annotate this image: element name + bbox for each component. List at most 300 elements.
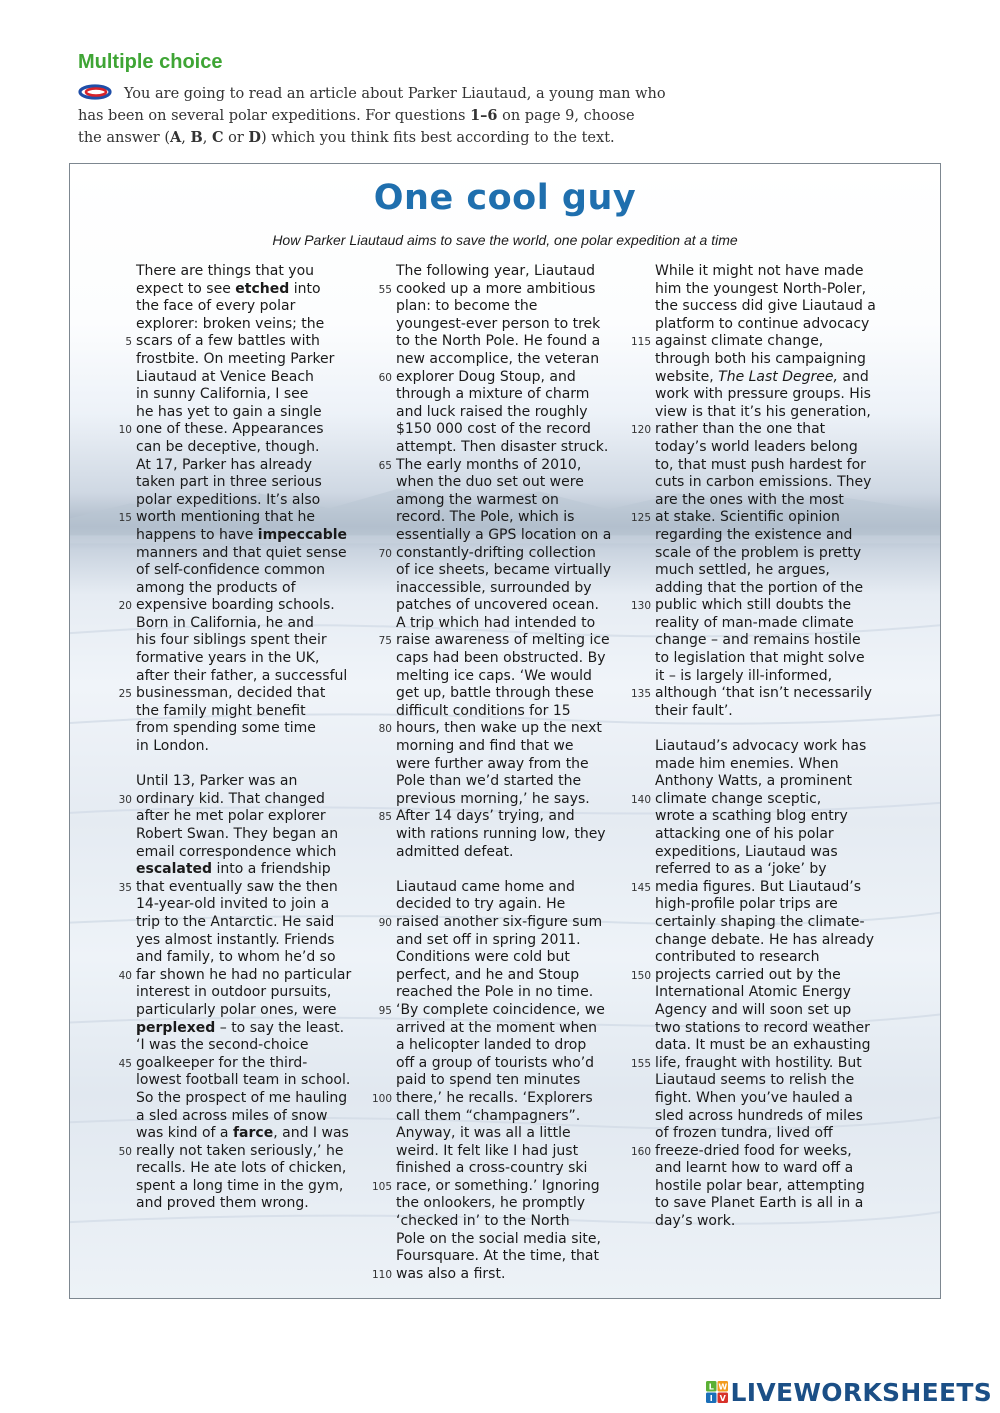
text-line	[396, 439, 626, 457]
text-segment: expect to see	[136, 280, 236, 297]
text-line	[396, 421, 626, 439]
text-line	[378, 544, 626, 563]
text-line	[396, 703, 626, 721]
line-number: 40	[118, 969, 132, 982]
logo-text: LIVEWORKSHEETS	[730, 1377, 992, 1407]
text-line	[396, 527, 626, 545]
text-line	[396, 1143, 626, 1161]
text-segment: and luck raised the roughly	[396, 403, 588, 420]
text-line	[136, 1072, 366, 1090]
text-line	[655, 263, 895, 281]
text-segment: after he met polar explorer	[136, 808, 326, 825]
text-segment: ‘By complete coincidence, we	[396, 1001, 605, 1018]
text-segment: paid to spend ten minutes	[396, 1072, 581, 1089]
text-line	[136, 1108, 366, 1126]
text-segment: Anyway, it was all a little	[396, 1125, 571, 1142]
text-line	[136, 632, 366, 650]
text-segment: attacking one of his polar	[655, 826, 834, 842]
line-number: 130	[630, 600, 651, 613]
instructions-line-3	[78, 127, 678, 149]
text-segment: work with pressure groups. His	[655, 386, 871, 403]
text-segment: sled across hundreds of miles	[655, 1107, 863, 1124]
text-line	[655, 369, 895, 387]
text-segment: hours, then wake up the next	[396, 720, 602, 737]
text-segment: projects carried out by the	[655, 966, 841, 983]
text-segment: email correspondence which	[136, 843, 337, 860]
text-line	[396, 474, 626, 492]
text-line	[378, 368, 626, 387]
text-line	[396, 615, 626, 633]
line-number: 75	[378, 635, 392, 648]
text-segment: 14-year-old invited to join a	[136, 896, 330, 913]
text-line	[655, 457, 895, 475]
text-line	[136, 773, 366, 791]
text-segment: Robert Swan. They began an	[136, 826, 339, 842]
text-segment: yes almost instantly. Friends	[136, 931, 335, 948]
text-line	[655, 1213, 895, 1231]
text-segment: ‘I was the second-choice	[136, 1037, 309, 1054]
article-column-1	[118, 263, 366, 1213]
text-line	[371, 1089, 626, 1108]
line-number: 135	[630, 688, 651, 701]
line-number: 95	[378, 1004, 392, 1017]
text-line	[396, 685, 626, 703]
text-segment: plan: to become the	[396, 298, 538, 315]
text-segment: Conditions were cold but	[396, 949, 570, 966]
instructions-text-2c: on page 9, choose	[497, 108, 635, 124]
text-segment: change debate. He has already	[655, 931, 875, 948]
text-segment: hostile polar bear, attempting	[655, 1177, 865, 1194]
instructions-line-1	[78, 83, 678, 105]
text-segment: explorer: broken veins; the	[136, 315, 325, 332]
text-line	[396, 826, 626, 844]
text-segment: into a friendship	[212, 861, 331, 878]
text-line	[396, 298, 626, 316]
text-line	[655, 826, 895, 844]
text-segment: off a group of tourists who’d	[396, 1054, 595, 1071]
text-line	[655, 281, 895, 299]
text-line	[378, 280, 626, 299]
text-line	[396, 386, 626, 404]
text-segment: rather than the one that	[655, 421, 826, 438]
text-segment: against climate change,	[655, 333, 824, 350]
text-line	[396, 896, 626, 914]
text-line	[655, 298, 895, 316]
text-segment: referred to as a ‘joke’ by	[655, 861, 827, 878]
text-segment: were further away from the	[396, 755, 589, 772]
text-segment: their fault’.	[655, 702, 733, 719]
line-number: 115	[630, 336, 651, 349]
text-segment: with rations running low, they	[396, 826, 606, 842]
paragraph-gap	[136, 756, 366, 774]
text-segment: Liautaud at Venice Beach	[136, 368, 314, 385]
text-line	[396, 967, 626, 985]
text-segment: data. It must be an exhausting	[655, 1037, 871, 1054]
instructions-text-3c: ,	[181, 130, 191, 146]
text-segment: After 14 days’ trying, and	[396, 808, 575, 825]
text-line	[396, 1020, 626, 1038]
text-segment: ordinary kid. That changed	[136, 790, 325, 807]
text-line	[396, 844, 626, 862]
text-segment: there,’ he recalls. ‘Explorers	[396, 1089, 593, 1106]
text-line	[655, 1195, 895, 1213]
text-segment: the family might benefit	[136, 702, 306, 719]
text-line	[655, 562, 895, 580]
text-line	[378, 720, 626, 738]
line-number: 20	[118, 600, 132, 613]
text-line	[396, 1231, 626, 1249]
text-segment: the face of every polar	[136, 298, 296, 315]
instructions-text-3i: ) which you think fits best according to the text.	[260, 130, 615, 146]
text-segment: perfect, and he and Stoup	[396, 966, 580, 983]
text-segment: after their father, a successful	[136, 667, 348, 684]
text-segment: one of these. Appearances	[136, 421, 324, 438]
text-segment: regarding the existence and	[655, 526, 853, 543]
text-segment: lowest football team in school.	[136, 1072, 351, 1089]
text-line	[655, 1090, 895, 1108]
text-line	[136, 474, 366, 492]
text-line	[655, 896, 895, 914]
highlighted-vocabulary-word: impeccable	[257, 526, 348, 543]
text-segment: among the products of	[136, 579, 296, 596]
text-segment: was kind of a	[136, 1125, 233, 1142]
text-line	[378, 808, 626, 826]
text-line	[655, 1020, 895, 1038]
text-line	[396, 773, 626, 791]
text-line	[655, 492, 895, 510]
text-segment: patches of uncovered ocean.	[396, 597, 599, 614]
task-type-icon	[78, 84, 114, 100]
text-segment: although ‘that isn’t necessarily	[655, 685, 873, 702]
text-line	[655, 527, 895, 545]
italic-title: The Last Degree,	[718, 368, 838, 385]
text-segment: and learnt how to ward off a	[655, 1160, 854, 1177]
text-segment: trip to the Antarctic. He said	[136, 913, 335, 930]
text-line	[396, 509, 626, 527]
text-segment: interest in outdoor pursuits,	[136, 984, 332, 1001]
text-line	[655, 404, 895, 422]
text-line	[396, 316, 626, 334]
text-segment: through both his campaigning	[655, 350, 866, 367]
text-segment: of ice sheets, became virtually	[396, 562, 612, 579]
text-segment: A trip which had intended to	[396, 614, 596, 631]
text-segment: and family, to whom he’d so	[136, 949, 336, 966]
text-segment: record. The Pole, which is	[396, 509, 575, 526]
text-line	[396, 1248, 626, 1266]
line-number: 105	[371, 1180, 392, 1193]
text-line	[655, 1037, 895, 1055]
text-line	[396, 1055, 626, 1073]
text-line	[136, 896, 366, 914]
text-segment: Anthony Watts, a prominent	[655, 773, 852, 790]
paragraph-gap	[396, 861, 626, 879]
line-number: 55	[378, 283, 392, 296]
text-line	[396, 597, 626, 615]
text-segment: can be deceptive, though.	[136, 438, 320, 455]
instructions-line-2	[78, 105, 678, 127]
text-segment: caps had been obstructed. By	[396, 650, 606, 667]
text-segment: scars of a few battles with	[136, 333, 320, 350]
line-number: 65	[378, 459, 392, 472]
text-line	[118, 790, 366, 809]
logo-tiles-icon	[706, 1381, 728, 1403]
text-segment: There are things that you	[136, 263, 315, 279]
text-segment: Pole on the social media site,	[396, 1230, 601, 1247]
highlighted-vocabulary-word: perplexed	[136, 1019, 216, 1036]
text-line	[378, 1001, 626, 1020]
line-number: 50	[118, 1145, 132, 1158]
text-line	[118, 1054, 366, 1073]
option-a-letter: A	[169, 129, 182, 146]
text-segment: was also a first.	[396, 1265, 506, 1282]
text-segment: ‘checked in’ to the North	[396, 1213, 570, 1230]
text-segment: are the ones with the most	[655, 491, 844, 508]
text-segment: Until 13, Parker was an	[136, 773, 298, 790]
text-line	[655, 984, 895, 1002]
line-number: 100	[371, 1092, 392, 1105]
text-segment: from spending some time	[136, 720, 316, 737]
line-number: 60	[378, 371, 392, 384]
text-segment: previous morning,’ he says.	[396, 790, 590, 807]
text-line	[630, 509, 895, 527]
text-segment: manners and that quiet sense	[136, 544, 347, 561]
text-line	[378, 913, 626, 932]
text-line	[396, 932, 626, 950]
text-line	[655, 580, 895, 598]
text-segment: finished a cross-country ski	[396, 1160, 588, 1177]
text-segment: it – is largely ill-informed,	[655, 667, 833, 684]
text-segment: a sled across miles of snow	[136, 1107, 328, 1124]
text-segment: So the prospect of me hauling	[136, 1089, 348, 1106]
text-line	[125, 333, 366, 351]
line-number: 125	[630, 512, 651, 525]
text-segment: view is that it’s his generation,	[655, 403, 871, 420]
text-line	[136, 984, 366, 1002]
text-line	[655, 439, 895, 457]
text-segment: constantly-drifting collection	[396, 544, 596, 561]
instructions-text-3a: the answer (	[78, 130, 170, 146]
text-line	[396, 351, 626, 369]
article-column-3	[630, 263, 895, 1231]
text-line	[136, 1090, 366, 1108]
text-segment: far shown he had no particular	[136, 966, 352, 983]
text-line	[136, 668, 366, 686]
text-line	[136, 914, 366, 932]
text-segment: really not taken seriously,’ he	[136, 1142, 344, 1159]
text-segment: scale of the problem is pretty	[655, 544, 862, 561]
text-line	[396, 738, 626, 756]
line-number: 45	[118, 1057, 132, 1070]
text-line	[136, 1002, 366, 1020]
line-number: 90	[378, 916, 392, 929]
text-line	[136, 1178, 366, 1196]
text-segment: wrote a scathing blog entry	[655, 808, 848, 825]
text-segment: of self-confidence common	[136, 562, 326, 579]
text-segment: media figures. But Liautaud’s	[655, 878, 862, 895]
line-number: 85	[378, 811, 392, 824]
text-line	[136, 808, 366, 826]
text-segment: change – and remains hostile	[655, 632, 861, 649]
text-line	[655, 386, 895, 404]
text-line	[655, 1178, 895, 1196]
text-segment: at stake. Scientific opinion	[655, 509, 840, 526]
text-line	[630, 1054, 895, 1073]
text-line	[655, 844, 895, 862]
text-line	[396, 562, 626, 580]
option-d-letter: D	[248, 129, 261, 146]
article-frame	[69, 163, 941, 1299]
text-segment: get up, battle through these	[396, 685, 594, 702]
text-segment: made him enemies. When	[655, 755, 839, 772]
text-segment: reality of man-made climate	[655, 614, 854, 631]
text-segment: two stations to record weather	[655, 1019, 870, 1036]
text-segment: raise awareness of melting ice	[396, 632, 610, 649]
text-line	[136, 281, 366, 299]
highlighted-vocabulary-word: escalated	[136, 861, 213, 878]
text-line	[136, 861, 366, 879]
text-segment: climate change sceptic,	[655, 790, 822, 807]
section-heading: Multiple choice	[78, 51, 223, 73]
text-segment: to, that must push hardest for	[655, 456, 866, 473]
text-line	[136, 580, 366, 598]
text-line	[655, 1108, 895, 1126]
text-segment: Liautaud came home and	[396, 878, 575, 895]
text-line	[371, 1177, 626, 1196]
line-number: 25	[118, 688, 132, 701]
text-line	[136, 351, 366, 369]
text-line	[655, 703, 895, 721]
text-segment: in London.	[136, 738, 209, 755]
text-line	[655, 808, 895, 826]
line-number: 10	[118, 424, 132, 437]
text-segment: his four siblings spent their	[136, 632, 327, 649]
text-segment: – to say the least.	[215, 1019, 345, 1036]
text-segment: certainly shaping the climate-	[655, 913, 865, 930]
text-line	[655, 914, 895, 932]
line-number: 110	[371, 1268, 392, 1281]
line-number: 35	[118, 881, 132, 894]
text-line	[655, 949, 895, 967]
text-line	[655, 615, 895, 633]
text-segment: formative years in the UK,	[136, 650, 320, 667]
text-segment: cooked up a more ambitious	[396, 280, 596, 297]
text-segment: and	[837, 368, 869, 385]
text-segment: reached the Pole in no time.	[396, 984, 594, 1001]
text-segment: decided to try again. He	[396, 896, 566, 913]
text-segment: weird. It felt like I had just	[396, 1142, 579, 1159]
text-line	[396, 1108, 626, 1126]
text-segment: among the warmest on	[396, 491, 559, 508]
text-segment: The following year, Liautaud	[396, 263, 595, 279]
text-line	[396, 879, 626, 897]
text-segment: expeditions, Liautaud was	[655, 843, 838, 860]
instructions	[78, 83, 678, 149]
text-line	[396, 1072, 626, 1090]
text-segment: International Atomic Energy	[655, 984, 851, 1001]
text-line	[396, 1195, 626, 1213]
line-number: 30	[118, 793, 132, 806]
ring-inner	[86, 89, 106, 96]
text-line	[136, 949, 366, 967]
text-line	[118, 966, 366, 985]
text-line	[136, 439, 366, 457]
text-line	[655, 668, 895, 686]
text-line	[136, 932, 366, 950]
text-segment: explorer Doug Stoup, and	[396, 368, 576, 385]
text-line	[655, 1002, 895, 1020]
text-segment: platform to continue advocacy	[655, 315, 870, 332]
text-segment: him the youngest North-Poler,	[655, 280, 867, 297]
text-line	[371, 1265, 626, 1284]
tile-letter-1: W	[717, 1382, 727, 1392]
text-line	[655, 316, 895, 334]
text-segment: attempt. Then disaster struck.	[396, 438, 609, 455]
text-segment: of frozen tundra, lived off	[655, 1125, 833, 1142]
text-line	[136, 650, 366, 668]
text-segment: Born in California, he and	[136, 614, 314, 631]
text-line	[118, 685, 366, 703]
text-line	[136, 1020, 366, 1038]
text-segment: contributed to research	[655, 949, 820, 966]
text-line	[136, 826, 366, 844]
text-segment: While it might not have made	[655, 263, 864, 279]
text-line	[118, 509, 366, 527]
text-line	[136, 369, 366, 387]
text-segment: in sunny California, I see	[136, 386, 309, 403]
text-segment: and set off in spring 2011.	[396, 931, 581, 948]
text-line	[396, 650, 626, 668]
text-line	[118, 878, 366, 897]
option-c-letter: C	[211, 129, 224, 146]
text-line	[136, 1125, 366, 1143]
highlighted-vocabulary-word: etched	[235, 280, 290, 297]
instructions-text-3e: ,	[202, 130, 212, 146]
text-segment: new accomplice, the veteran	[396, 350, 600, 367]
text-line	[630, 966, 895, 985]
text-segment: public which still doubts the	[655, 597, 852, 614]
instructions-text-2a: has been on several polar expeditions. For questions	[78, 108, 471, 124]
text-line	[396, 756, 626, 774]
text-segment: businessman, decided that	[136, 685, 326, 702]
text-segment: that eventually saw the then	[136, 878, 338, 895]
text-segment: admitted defeat.	[396, 843, 514, 860]
article-title: One cool guy	[373, 178, 637, 218]
text-segment: Foursquare. At the time, that	[396, 1248, 599, 1265]
text-segment: worth mentioning that he	[136, 509, 315, 526]
text-line	[378, 632, 626, 650]
text-segment: spent a long time in the gym,	[136, 1177, 344, 1194]
text-line	[118, 421, 366, 439]
text-line	[136, 562, 366, 580]
line-number: 120	[630, 424, 651, 437]
text-line	[396, 1037, 626, 1055]
text-segment: taken part in three serious	[136, 474, 322, 491]
text-line	[378, 456, 626, 475]
text-segment: fight. When you’ve hauled a	[655, 1089, 853, 1106]
text-line	[136, 386, 366, 404]
text-line	[396, 1213, 626, 1231]
text-segment: arrived at the moment when	[396, 1019, 597, 1036]
text-line	[655, 1160, 895, 1178]
text-segment: a helicopter landed to drop	[396, 1037, 587, 1054]
line-number: 80	[378, 723, 392, 736]
text-line	[630, 878, 895, 897]
text-segment: happens to have	[136, 526, 258, 543]
text-line	[136, 404, 366, 422]
text-segment: into	[289, 280, 321, 297]
text-line	[655, 474, 895, 492]
text-segment: he has yet to gain a single	[136, 403, 322, 420]
